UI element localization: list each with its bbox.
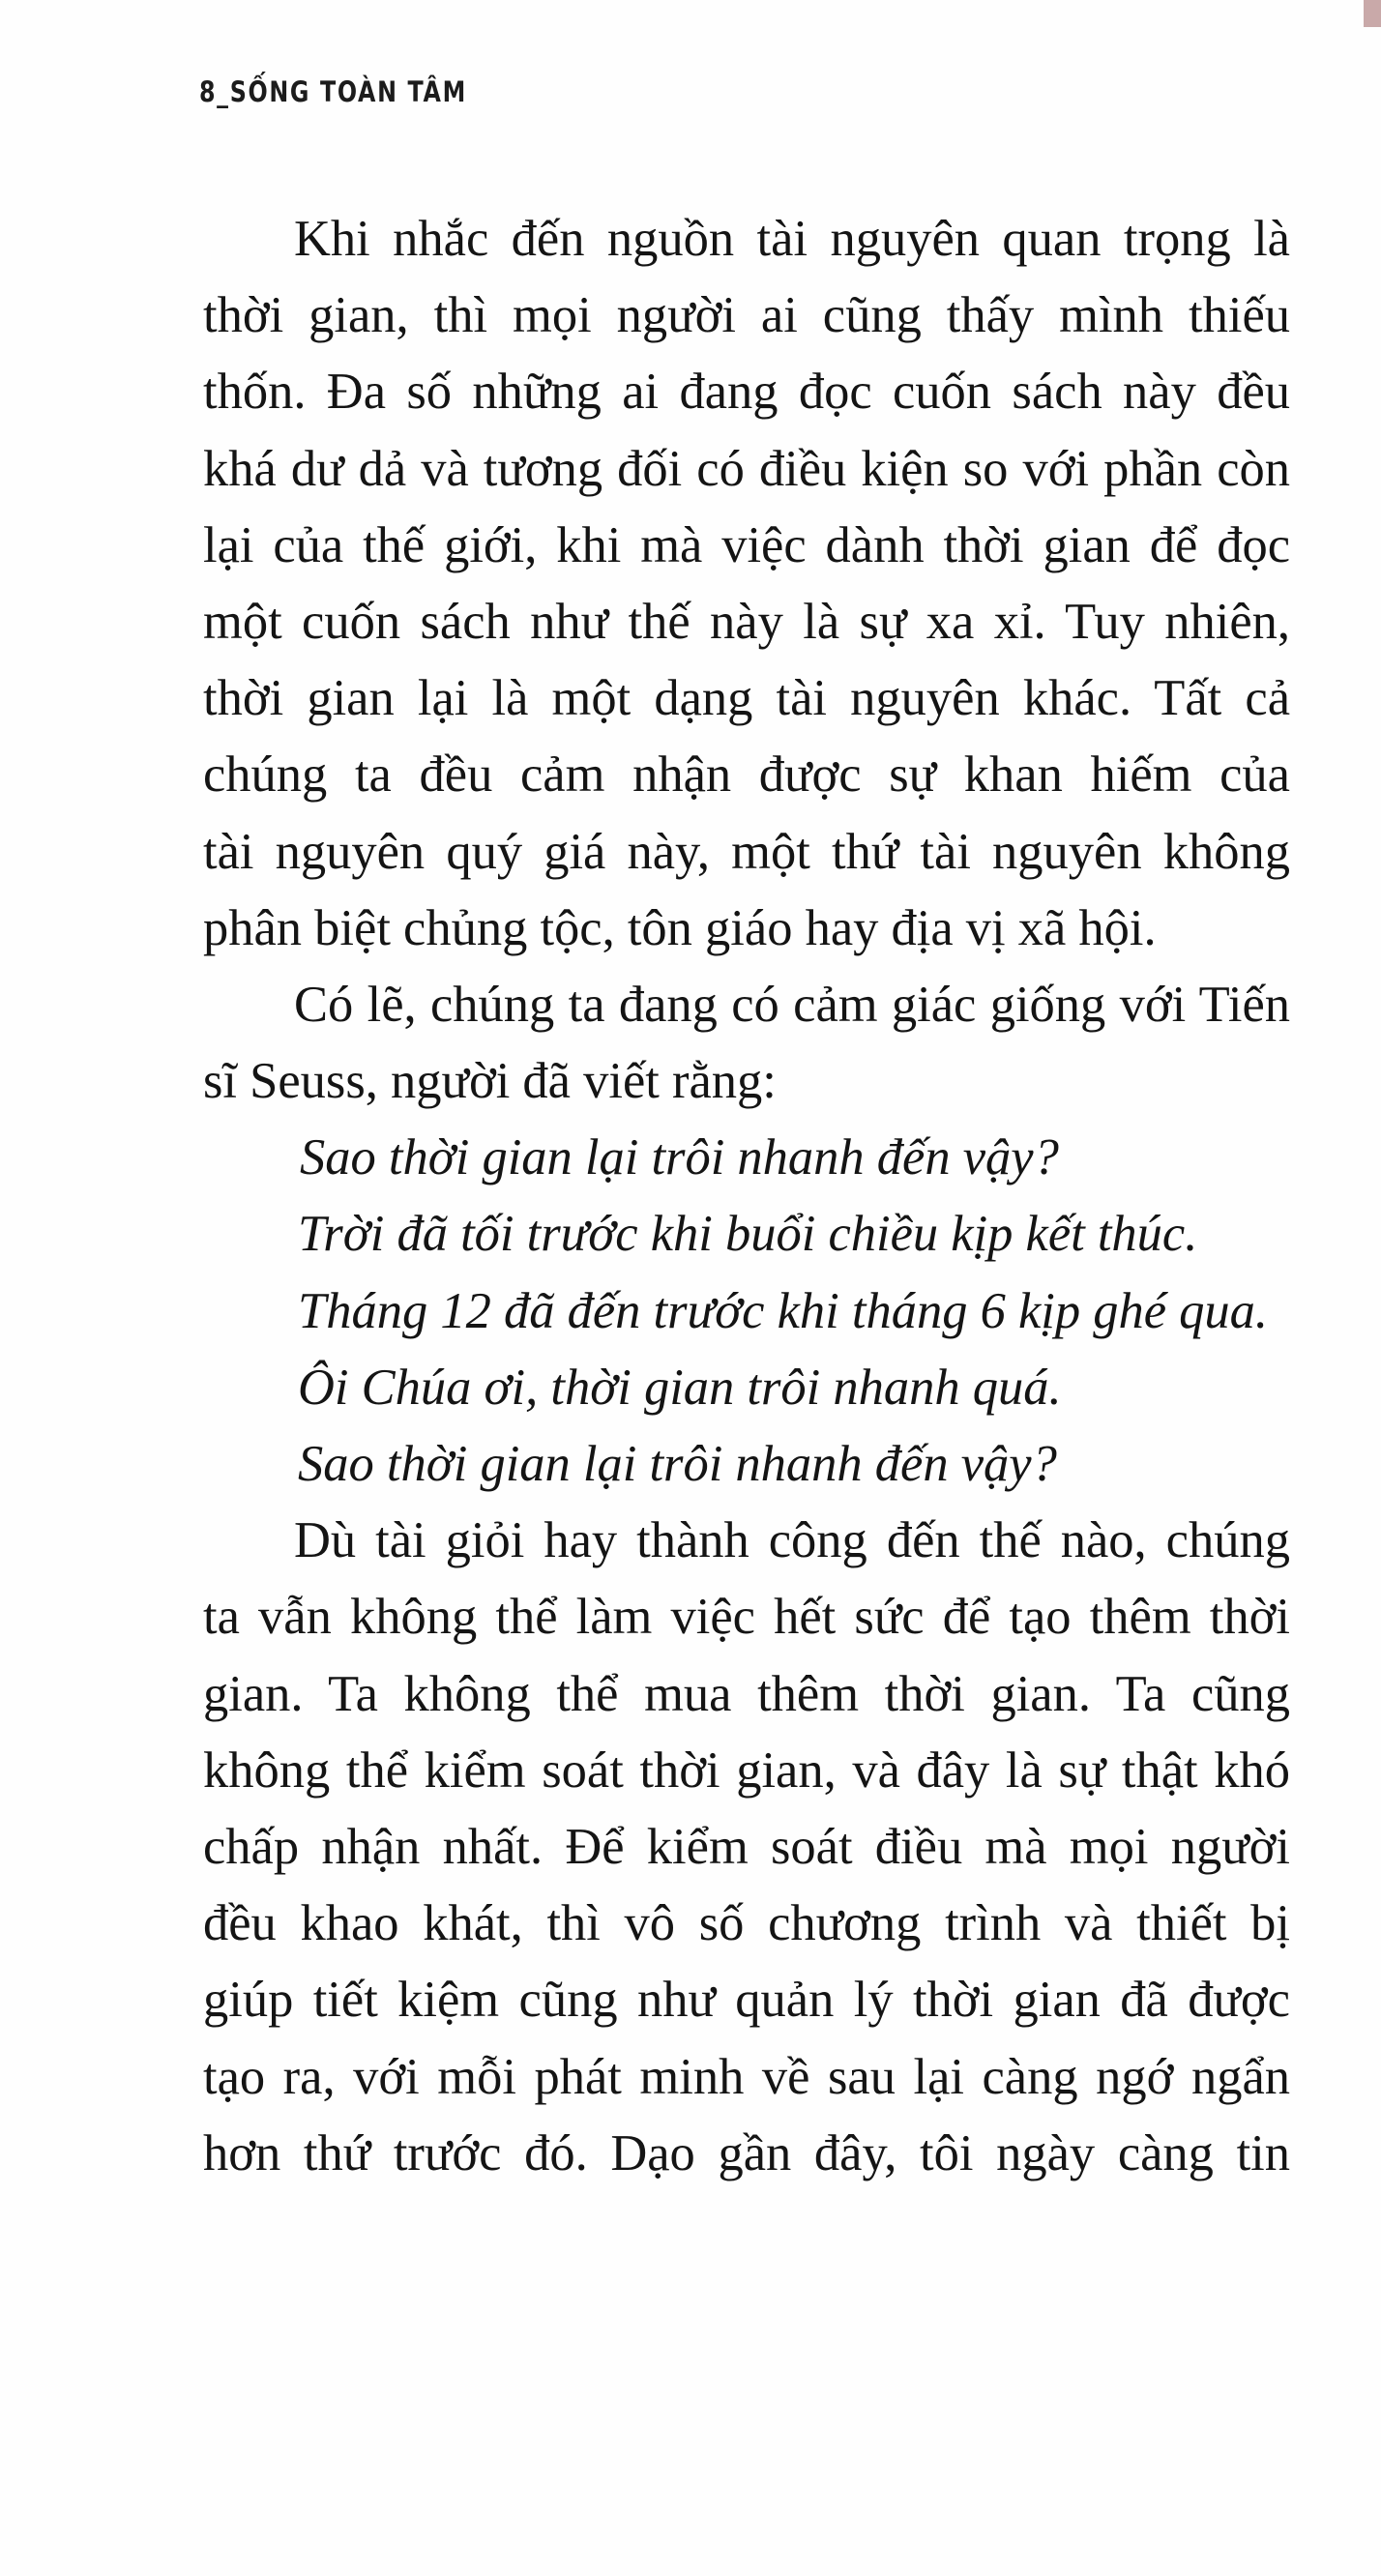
text-line: thời gian, thì mọi người ai cũng thấy mình thiếu xyxy=(203,287,1290,344)
paragraph-3 xyxy=(203,1503,1290,2192)
running-header: 8_SỐNG TOÀN TÂM xyxy=(199,75,467,108)
page-edge-mark xyxy=(1364,0,1381,27)
text-line: không thể kiểm soát thời gian, và đây là sự thật khó xyxy=(203,1742,1290,1799)
text-line: Có lẽ, chúng ta đang có cảm giác giống với Tiến xyxy=(294,976,1290,1033)
verse-quote xyxy=(203,1120,1290,1503)
page-body xyxy=(203,201,1290,2192)
verse-line: Tháng 12 đã đến trước khi tháng 6 kịp ghé qua. xyxy=(298,1282,1269,1339)
paragraph-1 xyxy=(203,201,1290,967)
text-line: thời gian lại là một dạng tài nguyên khác. Tất cả xyxy=(203,670,1290,727)
text-line: một cuốn sách như thế này là sự xa xỉ. Tuy nhiên, xyxy=(203,593,1290,650)
text-line: lại của thế giới, khi mà việc dành thời gian để đọc xyxy=(203,516,1290,573)
text-line: ta vẫn không thể làm việc hết sức để tạo thêm thời xyxy=(203,1589,1290,1646)
text-line: sĩ Seuss, người đã viết rằng: xyxy=(203,1053,777,1110)
paragraph-2 xyxy=(203,967,1290,1120)
verse-line: Trời đã tối trước khi buổi chiều kịp kết thúc. xyxy=(298,1206,1198,1263)
verse-line: Sao thời gian lại trôi nhanh đến vậy? xyxy=(298,1436,1057,1492)
text-line: tạo ra, với mỗi phát minh về sau lại càng ngớ ngẩn xyxy=(203,2048,1290,2105)
text-line: chấp nhận nhất. Để kiểm soát điều mà mọi người xyxy=(203,1818,1290,1875)
text-line: tài nguyên quý giá này, một thứ tài nguyên không xyxy=(203,823,1290,880)
verse-line: Ôi Chúa ơi, thời gian trôi nhanh quá. xyxy=(298,1359,1062,1416)
text-line: giúp tiết kiệm cũng như quản lý thời gian đã được xyxy=(203,1972,1290,2029)
text-line: gian. Ta không thể mua thêm thời gian. Ta cũng xyxy=(203,1665,1290,1722)
text-line: chúng ta đều cảm nhận được sự khan hiếm của xyxy=(203,746,1290,804)
text-line: Dù tài giỏi hay thành công đến thế nào, chúng xyxy=(294,1512,1290,1569)
text-line: đều khao khát, thì vô số chương trình và thiết bị xyxy=(203,1895,1290,1952)
text-line: phân biệt chủng tộc, tôn giáo hay địa vị xã hội. xyxy=(203,899,1157,956)
text-line: hơn thứ trước đó. Dạo gần đây, tôi ngày càng tin xyxy=(203,2124,1290,2181)
verse-line: Sao thời gian lại trôi nhanh đến vậy? xyxy=(300,1129,1059,1186)
text-line: Khi nhắc đến nguồn tài nguyên quan trọng là xyxy=(294,211,1290,267)
text-line: thốn. Đa số những ai đang đọc cuốn sách này đều xyxy=(203,364,1290,421)
text-line: khá dư dả và tương đối có điều kiện so với phần còn xyxy=(203,440,1290,497)
